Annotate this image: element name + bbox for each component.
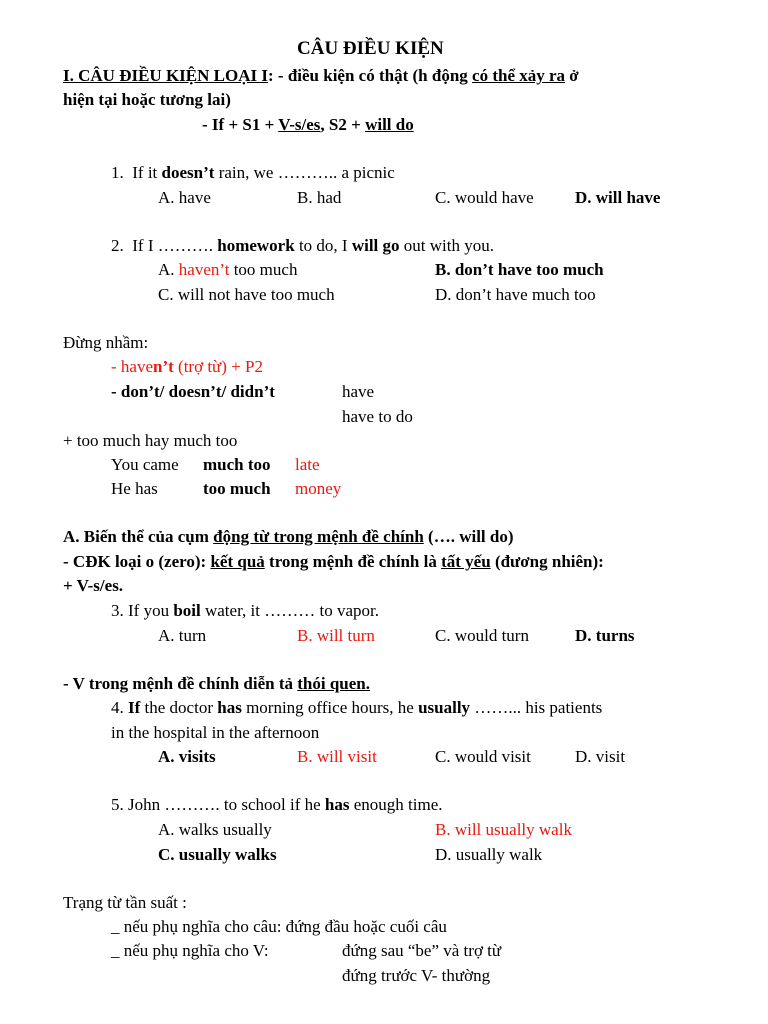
sectionA-line2: - CĐK loại o (zero): kết quả trong mệnh đề chính là tất yếu (đương nhiên): — [63, 552, 604, 571]
habit-heading: - V trong mệnh đề chính diễn tả thói quen. — [63, 674, 371, 693]
q1-option-d: D. will have — [575, 188, 661, 207]
q1-option-a: A. have — [158, 188, 211, 207]
q2-option-a: A. haven’t too much — [158, 260, 298, 279]
q5-option-b: B. will usually walk — [435, 820, 572, 839]
example2-c: money — [295, 479, 342, 498]
q1-option-c: C. would have — [435, 188, 534, 207]
q5-option-d: D. usually walk — [435, 845, 543, 864]
q2-option-b: B. don’t have too much — [435, 260, 604, 279]
q1-option-b: B. had — [297, 188, 342, 207]
example1-c: late — [295, 455, 320, 474]
q3-question: 3. If you boil water, it ……… to vapor. — [111, 601, 379, 620]
example2-a: He has — [111, 479, 158, 498]
q4-option-b: B. will visit — [297, 747, 377, 766]
q3-option-c: C. would turn — [435, 626, 529, 645]
q2-option-d: D. don’t have much too — [435, 285, 596, 304]
q4-option-d: D. visit — [575, 747, 626, 766]
q1-question: 1. If it doesn’t rain, we ……….. a picnic — [111, 163, 395, 182]
q5-option-a: A. walks usually — [158, 820, 272, 839]
note-line2: - don’t/ doesn’t/ didn’t — [111, 382, 275, 401]
note-line1: - haven’t (trợ từ) + P2 — [111, 357, 263, 376]
note-heading: Đừng nhầm: — [63, 333, 149, 352]
q5-question: 5. John ………. to school if he has enough time. — [111, 795, 443, 814]
adverb-line3-rule: đứng trước V- thường — [342, 966, 491, 985]
example2-b: too much — [203, 479, 271, 498]
section1-heading: I. CÂU ĐIỀU KIỆN LOẠI I — [63, 66, 268, 85]
q3-option-d: D. turns — [575, 626, 635, 645]
adverb-line2-label: _ nếu phụ nghĩa cho V: — [111, 941, 269, 960]
formula-type1: - If + S1 + V-s/es, S2 + will do — [202, 115, 414, 134]
q5-option-c: C. usually walks — [158, 845, 277, 864]
note-line3: have to do — [342, 407, 413, 426]
q3-option-a: A. turn — [158, 626, 207, 645]
note-line4: + too much hay much too — [63, 431, 238, 450]
q3-option-b: B. will turn — [297, 626, 375, 645]
example1-b: much too — [203, 455, 271, 474]
q2-option-c: C. will not have too much — [158, 285, 335, 304]
page-title: CÂU ĐIỀU KIỆN — [297, 38, 444, 59]
sectionA-line3: + V-s/es. — [63, 576, 124, 595]
q4-option-a: A. visits — [158, 747, 216, 766]
q4-question: 4. If the doctor has morning office hours, he usually ……... his patients — [111, 698, 603, 717]
example1-a: You came — [111, 455, 179, 474]
q2-question: 2. If I ………. homework to do, I will go out with you. — [111, 236, 494, 255]
q4-option-c: C. would visit — [435, 747, 531, 766]
section1-line2: hiện tại hoặc tương lai) — [63, 90, 231, 109]
section1-line1: I. CÂU ĐIỀU KIỆN LOẠI I: - điều kiện có thật (h động có thể xảy ra ở — [63, 66, 579, 85]
q4-question-line2: in the hospital in the afternoon — [111, 723, 320, 742]
adverb-line1: _ nếu phụ nghĩa cho câu: đứng đầu hoặc cuối câu — [111, 917, 447, 936]
note-line2-have: have — [342, 382, 375, 401]
adverb-heading: Trạng từ tần suất : — [63, 893, 187, 912]
sectionA-line1: A. Biến thể của cụm động từ trong mệnh đề chính (…. will do) — [63, 527, 514, 546]
adverb-line2-rule: đứng sau “be” và trợ từ — [342, 941, 502, 960]
